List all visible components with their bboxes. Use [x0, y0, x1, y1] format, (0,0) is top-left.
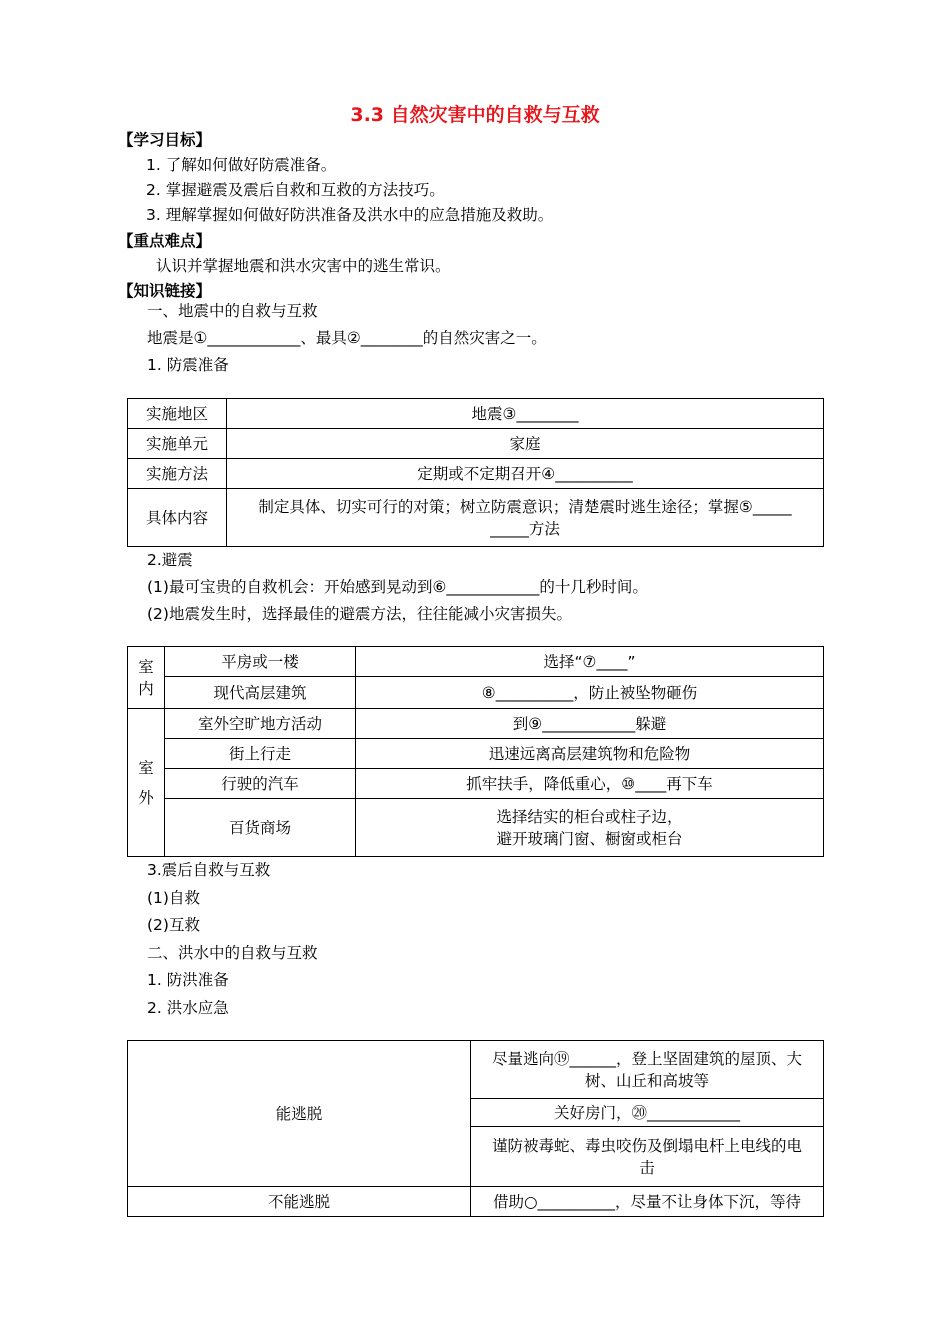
table-row	[128, 1187, 824, 1217]
table-row	[128, 769, 824, 799]
prep-value: 定期或不定期召开④__________	[227, 459, 824, 489]
avoid-table	[127, 646, 824, 857]
table-row	[128, 647, 824, 677]
after-item-2: (2)互救	[147, 916, 200, 934]
escape-action: 关好房门，⑳____________	[471, 1099, 824, 1127]
avoid-heading: 2.避震	[147, 551, 193, 569]
goals-heading: 【学习目标】	[118, 131, 212, 149]
key-points-heading: 【重点难点】	[118, 232, 212, 250]
avoid-place: 街上行走	[165, 739, 356, 769]
prep-content-line-2: _____方法	[490, 519, 560, 538]
indoor-label: 室 内	[128, 647, 165, 709]
avoid-place: 平房或一楼	[165, 647, 356, 677]
page-title: 3.3 自然灾害中的自救与互救	[350, 104, 600, 126]
avoid-action: 选择结实的柜台或柱子边， 避开玻璃门窗、橱窗或柜台	[356, 799, 824, 857]
key-points-text: 认识并掌握地震和洪水灾害中的逃生常识。	[156, 257, 451, 275]
goal-item-1: 1. 了解如何做好防震准备。	[146, 156, 337, 174]
noescape-action: 借助○__________，尽量不让身体下沉，等待	[471, 1187, 824, 1217]
table-row	[128, 429, 824, 459]
avoid-action: 迅速远离高层建筑物和危险物	[356, 739, 824, 769]
avoid-point-2: (2)地震发生时，选择最佳的避震方法，往往能减小灾害损失。	[147, 605, 572, 623]
section-1-heading: 一、地震中的自救与互救	[147, 302, 318, 320]
prep-value: 家庭	[227, 429, 824, 459]
flood-prep-heading: 1. 防洪准备	[147, 971, 229, 989]
table-row	[128, 1041, 824, 1099]
escape-label: 能逃脱	[128, 1041, 471, 1187]
escape-action: 尽量逃向⑲______，登上坚固建筑的屋顶、大 树、山丘和高坡等	[471, 1041, 824, 1099]
table-row	[128, 399, 824, 429]
prep-value	[227, 489, 824, 547]
prep-label: 具体内容	[128, 489, 227, 547]
avoid-place: 百货商场	[165, 799, 356, 857]
avoid-action: 到⑨____________躲避	[356, 709, 824, 739]
prep-table	[127, 398, 824, 547]
avoid-place: 现代高层建筑	[165, 677, 356, 709]
goal-item-2: 2. 掌握避震及震后自救和互救的方法技巧。	[146, 181, 445, 199]
avoid-place: 室外空旷地方活动	[165, 709, 356, 739]
table-row	[128, 459, 824, 489]
knowledge-heading: 【知识链接】	[118, 282, 212, 300]
section-2-heading: 二、洪水中的自救与互救	[147, 944, 318, 962]
escape-action: 谨防被毒蛇、毒虫咬伤及倒塌电杆上电线的电 击	[471, 1127, 824, 1187]
table-row	[128, 489, 824, 547]
avoid-action: ⑧__________，防止被坠物砸伤	[356, 677, 824, 709]
avoid-place: 行驶的汽车	[165, 769, 356, 799]
prep-label: 实施地区	[128, 399, 227, 429]
prep-content-line-1: 制定具体、切实可行的对策；树立防震意识；清楚震时逃生途径；掌握⑤_____	[258, 497, 792, 516]
prep-value: 地震③________	[227, 399, 824, 429]
avoid-point-1: (1)最可宝贵的自救机会：开始感到晃动到⑥____________的十几秒时间。	[147, 578, 648, 596]
goal-item-3: 3. 理解掌握如何做好防洪准备及洪水中的应急措施及救助。	[146, 206, 554, 224]
table-row	[128, 739, 824, 769]
flood-emergency-heading: 2. 洪水应急	[147, 999, 229, 1017]
outdoor-label: 室 外	[128, 709, 165, 857]
prep-label: 实施方法	[128, 459, 227, 489]
prep-heading: 1. 防震准备	[147, 356, 229, 374]
after-heading: 3.震后自救与互救	[147, 861, 271, 879]
quake-sentence: 地震是①____________、最具②________的自然灾害之一。	[147, 329, 547, 347]
table-row	[128, 799, 824, 857]
table-row	[128, 677, 824, 709]
prep-label: 实施单元	[128, 429, 227, 459]
after-item-1: (1)自救	[147, 889, 200, 907]
avoid-action: 选择“⑦____”	[356, 647, 824, 677]
avoid-action: 抓牢扶手，降低重心，⑩____再下车	[356, 769, 824, 799]
table-row	[128, 709, 824, 739]
flood-table	[127, 1040, 824, 1217]
noescape-label: 不能逃脱	[128, 1187, 471, 1217]
